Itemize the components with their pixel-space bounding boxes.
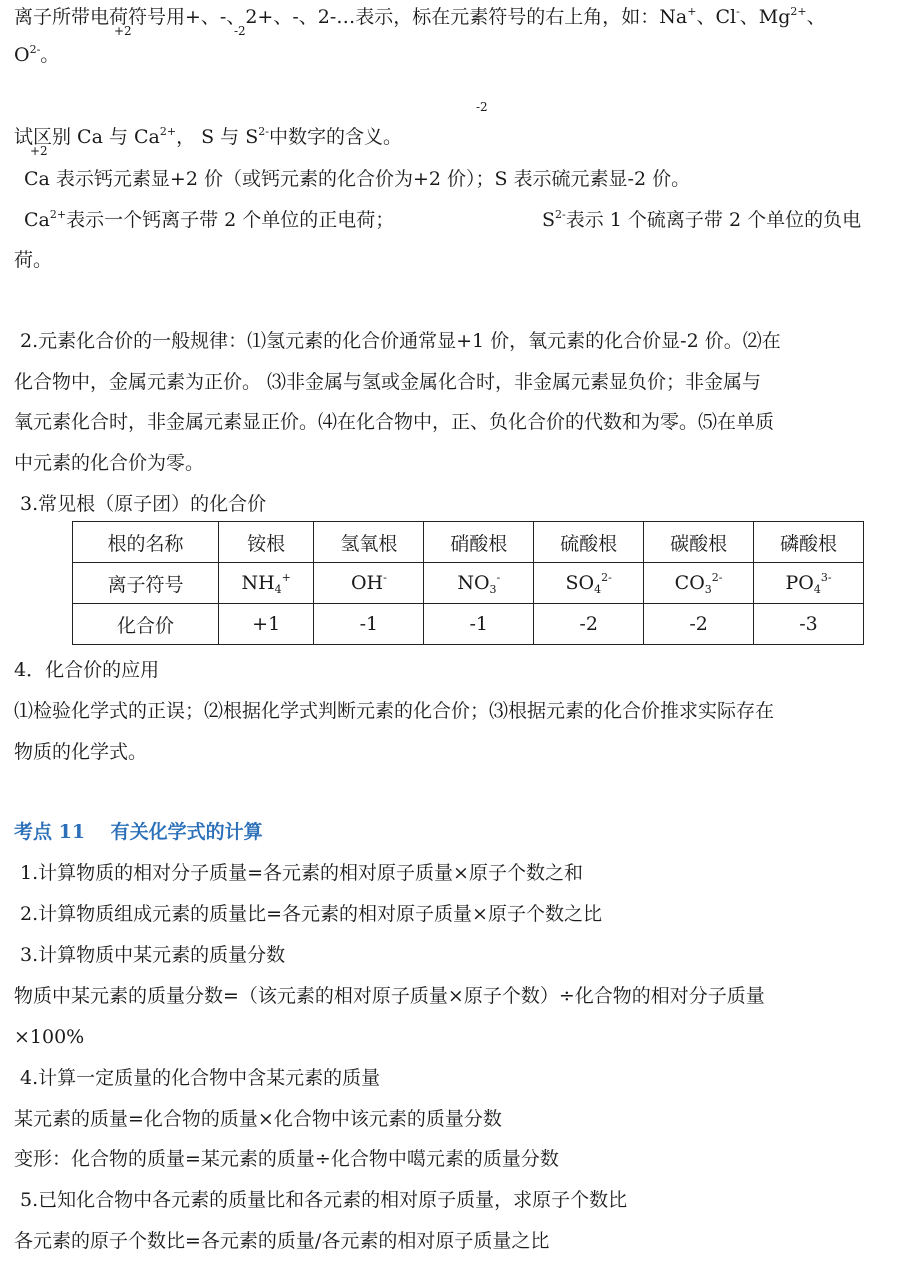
table-cell: 铵根 <box>218 522 314 563</box>
calc-line: 1.计算物质的相对分子质量=各元素的相对原子质量×原子个数之和 <box>20 862 583 884</box>
rules-line-4: 中元素的化合价为零。 <box>14 452 205 474</box>
table-cell: 硫酸根 <box>534 522 644 563</box>
calc-line: 3.计算物质中某元素的质量分数 <box>20 944 286 966</box>
applications-line-1: ⑴检验化学式的正误；⑵根据化学式判断元素的化合价；⑶根据元素的化合价推求实际存在 <box>14 700 775 722</box>
calc-line: 变形：化合物的质量=某元素的质量÷化合物中噶元素的质量分数 <box>14 1148 559 1170</box>
table-cell: -2 <box>534 604 644 645</box>
text-line-oxide-ion: $O^{2-}$。 <box>14 43 60 66</box>
calc-line: 各元素的原子个数比=各元素的质量/各元素的相对原子质量之比 <box>14 1230 550 1252</box>
table-cell: 碳酸根 <box>644 522 754 563</box>
text-line-distinguish: 试区别 Ca 与 $Ca^{2+}$， S 与 $S^{2-}$中数字的含义。 <box>14 125 402 148</box>
table-cell: 磷酸根 <box>754 522 864 563</box>
row-label: 化合价 <box>73 604 219 645</box>
table-cell: 氢氧根 <box>314 522 424 563</box>
calc-line: 5.已知化合物中各元素的质量比和各元素的相对原子质量，求原子个数比 <box>20 1189 628 1211</box>
rules-line-2: 化合物中，金属元素为正价。 ⑶非金属与氢或金属化合时，非金属元素显负价；非金属与 <box>14 371 762 393</box>
valence-mark-plus2-b: +2 <box>30 144 48 158</box>
calc-line: 某元素的质量=化合物的质量×化合物中该元素的质量分数 <box>14 1108 502 1130</box>
rules-line-3: 氧元素化合时，非金属元素显正价。⑷在化合物中，正、负化合价的代数和为零。⑸在单质 <box>14 411 775 433</box>
table-cell: -1 <box>314 604 424 645</box>
table-cell: -2 <box>644 604 754 645</box>
radical-valence-table <box>72 521 864 645</box>
calc-line: 2.计算物质组成元素的质量比=各元素的相对原子质量×原子个数之比 <box>20 903 602 925</box>
text-line-valence-meaning: Ca 表示钙元素显+2 价（或钙元素的化合价为+2 价）；S 表示硫元素显-2 价。 <box>24 168 691 190</box>
calc-line: 物质中某元素的质量分数=（该元素的相对原子质量×原子个数）÷化合物的相对分子质量 <box>14 985 765 1007</box>
applications-line-2: 物质的化学式。 <box>14 741 148 763</box>
valence-mark-minus2: -2 <box>234 24 246 38</box>
table-row <box>73 604 864 645</box>
table-row <box>73 522 864 563</box>
rules-line-1: 2.元素化合价的一般规律：⑴氢元素的化合价通常显+1 价，氧元素的化合价显-2 价。⑵在 <box>20 330 781 352</box>
valence-mark-plus2: +2 <box>114 24 132 38</box>
row-label: 根的名称 <box>73 522 219 563</box>
table-cell: +1 <box>218 604 314 645</box>
table-row <box>73 563 864 604</box>
ion-symbol: $NO_3^-$ <box>424 563 534 604</box>
calc-line: 4.计算一定质量的化合物中含某元素的质量 <box>20 1067 381 1089</box>
ion-symbol: $PO_4^{3-}$ <box>754 563 864 604</box>
section-heading: 考点 11 有关化学式的计算 <box>14 821 263 843</box>
ion-symbol: OH- <box>314 563 424 604</box>
ion-symbol: $NH_4^+$ <box>218 563 314 604</box>
row-label: 离子符号 <box>73 563 219 604</box>
ion-symbol: $SO_4^{2-}$ <box>534 563 644 604</box>
ion-symbol: $CO_3^{2-}$ <box>644 563 754 604</box>
calc-line: ×100% <box>14 1026 85 1048</box>
valence-mark-minus2-b: -2 <box>476 100 488 114</box>
table-cell: -3 <box>754 604 864 645</box>
text-line-ion-notation: 离子所带电荷符号用+、-、2+、-、2-…表示，标在元素符号的右上角，如：Na+、Cl-、$Mg^{2+}$、 <box>14 5 826 28</box>
text-line-ion-meaning-cont: 荷。 <box>14 249 53 271</box>
table-cell: 硝酸根 <box>424 522 534 563</box>
table-title: 3.常见根（原子团）的化合价 <box>20 493 267 515</box>
table-cell: -1 <box>424 604 534 645</box>
applications-title: 4．化合价的应用 <box>14 659 160 681</box>
text-line-ion-meaning: $Ca^{2+}$表示一个钙离子带 2 个单位的正电荷； $S^{2-}$表示 1 个硫离子带 2 个单位的负电 <box>24 208 862 231</box>
